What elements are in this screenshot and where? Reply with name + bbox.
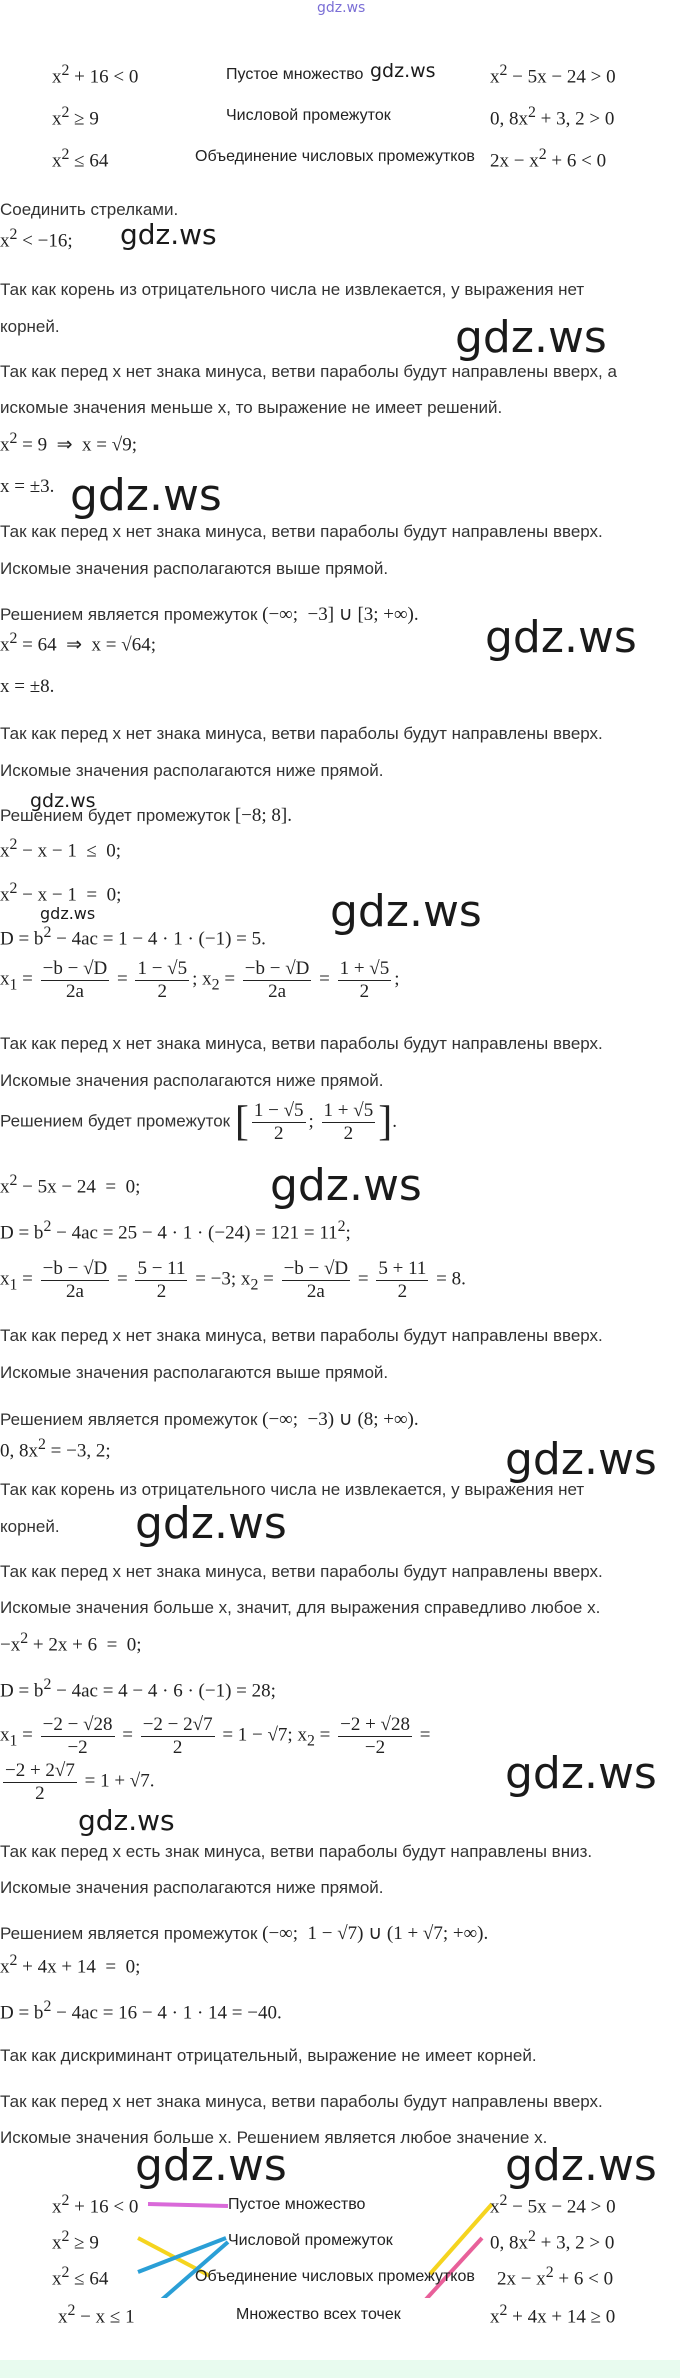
- top-left-3: $x^2 \le 64$: [52, 146, 109, 172]
- watermark: gdz.ws: [135, 2140, 287, 2191]
- top-left-2: $x^2 \ge 9$: [52, 104, 99, 130]
- bottom-left-3: $x^2 \le 64$: [52, 2264, 109, 2290]
- bottom-right-2: 0, $8x^2 + 3$, 2 > 0: [490, 2228, 615, 2254]
- top-right-2: 0, $8x^2 + 3$, 2 > 0: [490, 104, 615, 130]
- eq-11: $D = b^2 - 4ac = 25 - 4 \cdot 1 \cdot (-24) = 121 = 11^2$;: [0, 1218, 351, 1244]
- eq-4: $x^2 = 64$ ⇒ x = √64;: [0, 630, 156, 656]
- text-13b: Искомые значения располагаются ниже прямой.: [0, 1878, 384, 1897]
- eq-5: x = ±8.: [0, 676, 55, 697]
- text-12b: Искомые значения больше x, значит, для выражения справедливо любое x.: [0, 1598, 601, 1617]
- eq-2: $x^2 = 9$ ⇒ x = √9;: [0, 430, 137, 456]
- eq-13: 0, $8x^2 = -3$, 2;: [0, 1436, 111, 1462]
- eq-3: x = ±3.: [0, 476, 55, 497]
- intro-text: Соединить стрелками.: [0, 200, 179, 219]
- text-9b: Искомые значения располагаются выше прямой.: [0, 1363, 389, 1382]
- bottom-left-2: $x^2 \ge 9$: [52, 2228, 99, 2254]
- text-8: Решением будет промежуток [ $\frac{1 - √5}{2}$ ; $\frac{1 + √5}{2}$ ].: [0, 1099, 397, 1146]
- eq-16: $x_1$ = $\frac{-2 - √28}{-2}$ = $\frac{-2 - 2√7}{2}$ = 1 − √7; $x_2$ = $\frac{-2 + √28}{-2}$ =: [0, 1714, 431, 1758]
- eq-15: $D = b^2 - 4ac = 4 - 4 \cdot 6 \cdot (-1) = 28$;: [0, 1676, 276, 1702]
- watermark: gdz.ws: [505, 1748, 657, 1799]
- text-6: Решением будет промежуток [−8; 8].: [0, 805, 293, 826]
- text-13: Так как перед x есть знак минуса, ветви параболы будут направлены вниз.: [0, 1842, 593, 1861]
- text-3: Так как перед x нет знака минуса, ветви параболы будут направлены вверх.: [0, 522, 603, 541]
- watermark: gdz.ws: [505, 1434, 657, 1485]
- watermark: gdz.ws: [120, 218, 217, 251]
- watermark: gdz.ws: [455, 312, 607, 363]
- watermark: gdz.ws: [330, 886, 482, 937]
- text-7b: Искомые значения располагаются ниже прямой.: [0, 1071, 384, 1090]
- text-3b: Искомые значения располагаются выше прямой.: [0, 559, 389, 578]
- top-right-3: $2x - x^2 + 6 < 0$: [490, 146, 607, 172]
- eq-8: $D = b^2 - 4ac = 1 - 4 \cdot 1 \cdot (-1) = 5$.: [0, 924, 266, 950]
- bottom-mid-1: Пустое множество: [228, 2196, 366, 2213]
- eq-6: $x^2 - x - 1 \le 0$;: [0, 836, 122, 862]
- watermark: gdz.ws: [270, 1160, 422, 1211]
- text-6-label: Решением будет промежуток: [0, 806, 231, 825]
- text-5: Так как перед x нет знака минуса, ветви параболы будут направлены вверх.: [0, 724, 603, 743]
- text-9: Так как перед x нет знака минуса, ветви параболы будут направлены вверх.: [0, 1326, 603, 1345]
- bottom-mid-4: Множество всех точек: [236, 2306, 401, 2323]
- text-2: Так как перед x нет знака минуса, ветви параболы будут направлены вверх, а: [0, 362, 617, 381]
- watermark: gdz.ws: [78, 1804, 175, 1837]
- bottom-right-1: $x^2 - 5x - 24 > 0$: [490, 2192, 616, 2218]
- eq-17: $\frac{-2 + 2√7}{2}$ = 1 + √7.: [5, 1760, 155, 1804]
- header-logo[interactable]: gdz.ws: [317, 0, 366, 16]
- text-1: Так как корень из отрицательного числа не извлекается, у выражения нет: [0, 280, 585, 299]
- text-1b: корней.: [0, 317, 60, 336]
- top-mid-3: Объединение числовых промежутков: [195, 148, 475, 165]
- watermark: gdz.ws: [40, 904, 96, 923]
- eq-18: $x^2 + 4x + 14 = 0$;: [0, 1952, 141, 1978]
- text-10: Решением является промежуток (−∞; −3) ∪ (8; +∞).: [0, 1409, 419, 1430]
- watermark: gdz.ws: [30, 790, 96, 812]
- text-16: Так как перед x нет знака минуса, ветви параболы будут направлены вверх.: [0, 2092, 603, 2111]
- eq-14: $-x^2 + 2x + 6 = 0$;: [0, 1630, 142, 1656]
- text-15: Так как дискриминант отрицательный, выражение не имеет корней.: [0, 2046, 537, 2065]
- watermark: gdz.ws: [370, 60, 436, 82]
- eq-10: $x^2 - 5x - 24 = 0$;: [0, 1172, 141, 1198]
- watermark: gdz.ws: [505, 2140, 657, 2191]
- text-2b: искомые значения меньше x, то выражение не имеет решений.: [0, 398, 503, 417]
- text-4-label: Решением является промежуток: [0, 605, 258, 624]
- text-12: Так как перед x нет знака минуса, ветви параболы будут направлены вверх.: [0, 1562, 603, 1581]
- text-14: Решением является промежуток (−∞; 1 − √7) ∪ (1 + √7; +∞).: [0, 1923, 489, 1944]
- eq-9: $x_1$ = $\frac{-b - √D}{2a}$ = $\frac{1 - √5}{2}$ ; $x_2$ = $\frac{-b - √D}{2a}$ = $\frac{1 + √5}{2}$ ;: [0, 958, 400, 1002]
- text-16b: Искомые значения больше x. Решением является любое значение x.: [0, 2128, 548, 2147]
- text-7: Так как перед x нет знака минуса, ветви параболы будут направлены вверх.: [0, 1034, 603, 1053]
- watermark: gdz.ws: [135, 1498, 287, 1549]
- text-8-label: Решением будет промежуток: [0, 1111, 231, 1131]
- top-left-1: $x^2 + 16 < 0$: [52, 62, 139, 88]
- line-violet: [148, 2204, 228, 2206]
- text-14-label: Решением является промежуток: [0, 1924, 258, 1943]
- text-11b: корней.: [0, 1517, 60, 1536]
- watermark: gdz.ws: [70, 470, 222, 521]
- top-mid-2: Числовой промежуток: [226, 107, 391, 124]
- eq-12: $x_1$ = $\frac{-b - √D}{2a}$ = $\frac{5 - 11}{2}$ = −3; $x_2$ = $\frac{-b - √D}{2a}$ = $\frac{5 + 11}{2}$ = 8.: [0, 1258, 466, 1302]
- eq-7: $x^2 - x - 1 = 0$;: [0, 880, 122, 906]
- text-11: Так как корень из отрицательного числа не извлекается, у выражения нет: [0, 1480, 585, 1499]
- bottom-left-1: $x^2 + 16 < 0$: [52, 2192, 139, 2218]
- footer-bar: [0, 2360, 680, 2378]
- bottom-left-4: $x^2 - x \le 1$: [58, 2302, 135, 2328]
- watermark: gdz.ws: [485, 612, 637, 663]
- text-5b: Искомые значения располагаются ниже прямой.: [0, 761, 384, 780]
- eq-1: $x^2 < -16$;: [0, 226, 73, 252]
- bottom-right-4: $x^2 + 4x + 14 \ge 0$: [490, 2302, 616, 2328]
- top-mid-1: Пустое множество: [226, 66, 364, 83]
- bottom-right-3: $2x - x^2 + 6 < 0$: [497, 2264, 614, 2290]
- eq-19: $D = b^2 - 4ac = 16 - 4 \cdot 1 \cdot 14 = -40$.: [0, 1998, 282, 2024]
- top-right-1: $x^2 - 5x - 24 > 0$: [490, 62, 616, 88]
- bottom-mid-3: Объединение числовых промежутков: [195, 2268, 475, 2285]
- text-10-label: Решением является промежуток: [0, 1410, 258, 1429]
- bottom-mid-2: Числовой промежуток: [228, 2232, 393, 2249]
- text-4: Решением является промежуток (−∞; −3] ∪ [3; +∞).: [0, 604, 419, 625]
